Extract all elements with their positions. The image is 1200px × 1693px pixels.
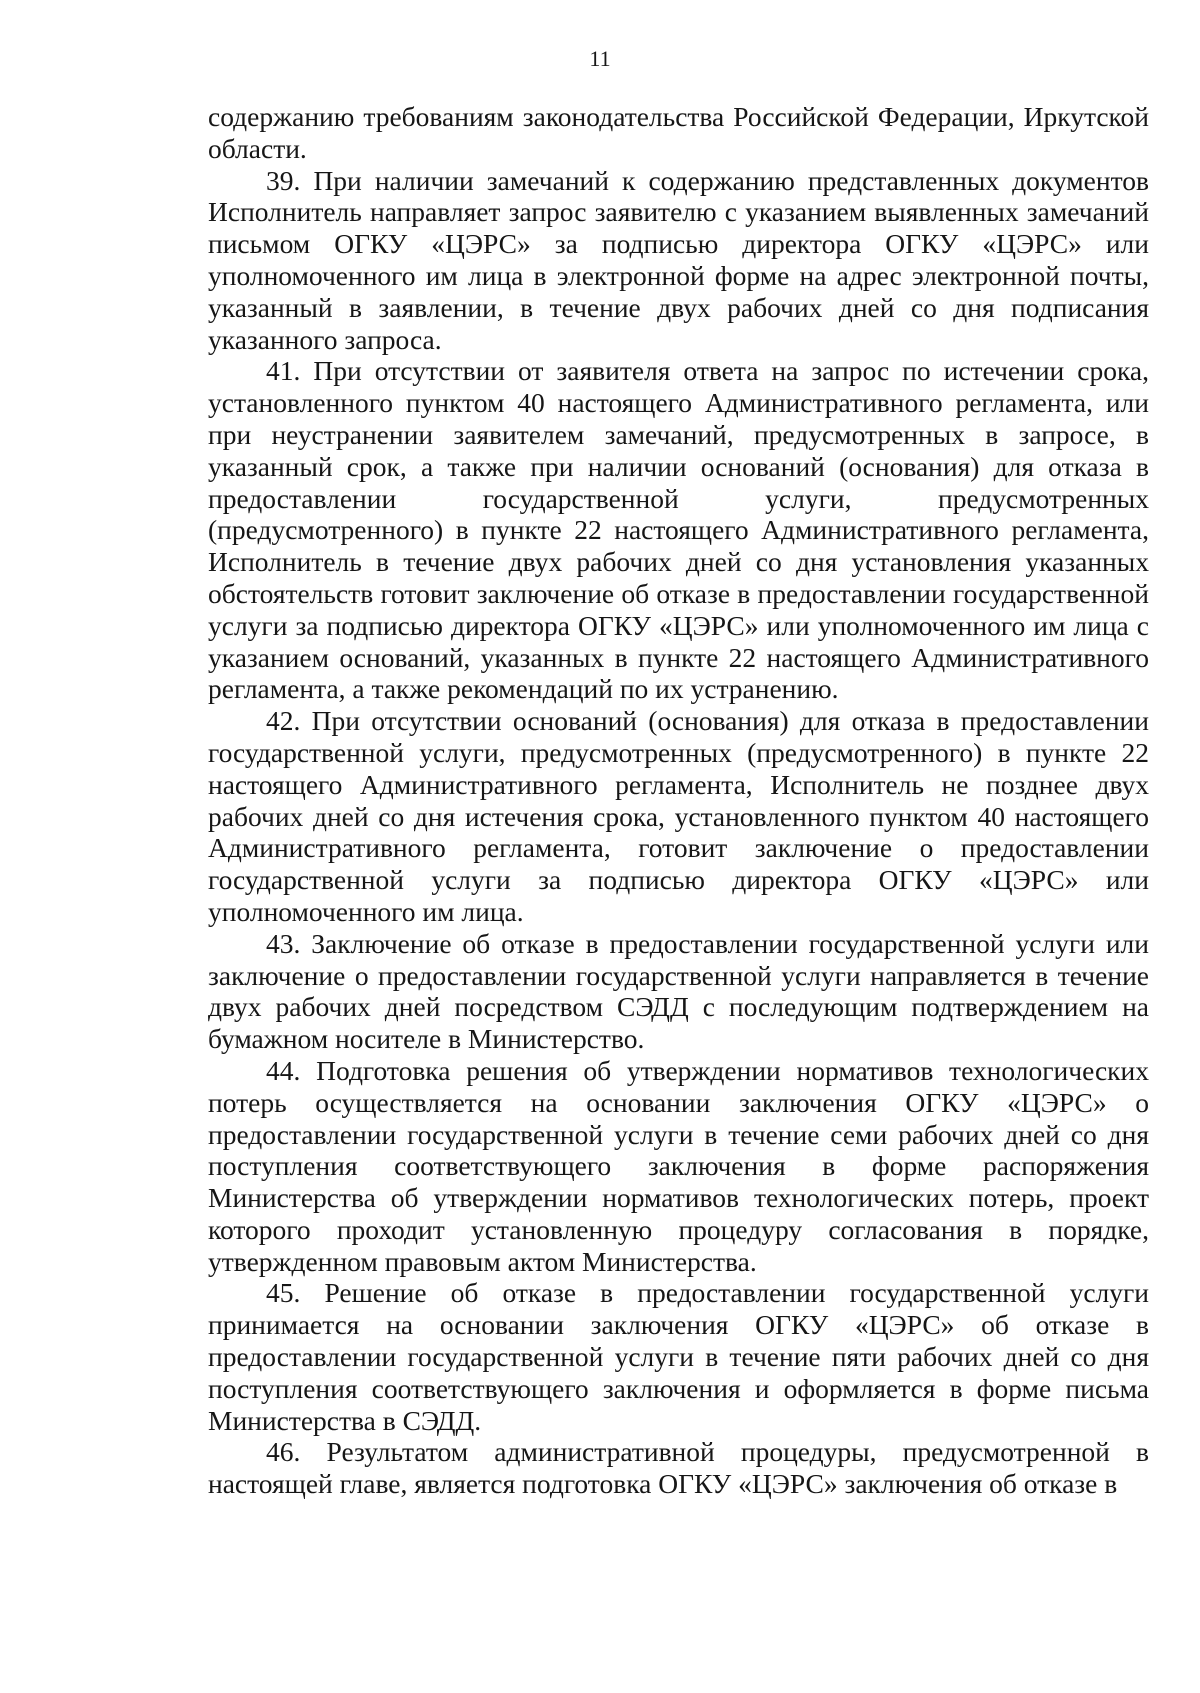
paragraph-42: 42. При отсутствии оснований (основания) для отказа в предоставлении государственной услуги, предусмотренных (предусмотренного) в пункте 22 настоящего Административного регламента, Исполнитель не позднее двух рабочих дней со дня истечения срока, установленного пунктом 40 настоящего Административного регламента, готовит заключение о предоставлении государственной услуги за подписью директора ОГКУ «ЦЭРС» или уполномоченного им лица.	[208, 705, 1149, 927]
document-body	[208, 101, 1149, 1500]
paragraph-43: 43. Заключение об отказе в предоставлении государственной услуги или заключение о предоставлении государственной услуги направляется в течение двух рабочих дней посредством СЭДД с последующим подтверждением на бумажном носителе в Министерство.	[208, 927, 1149, 1055]
paragraph-39: 39. При наличии замечаний к содержанию представленных документов Исполнитель направляет запрос заявителю с указанием выявленных замечаний письмом ОГКУ «ЦЭРС» за подписью директора ОГКУ «ЦЭРС» или уполномоченного им лица в электронной форме на адрес электронной почты, указанный в заявлении, в течение двух рабочих дней со дня подписания указанного запроса.	[208, 164, 1149, 355]
paragraph-45: 45. Решение об отказе в предоставлении государственной услуги принимается на основании заключения ОГКУ «ЦЭРС» об отказе в предоставлении государственной услуги в течение пяти рабочих дней со дня поступления соответствующего заключения и оформляется в форме письма Министерства в СЭДД.	[208, 1277, 1149, 1436]
paragraph-41: 41. При отсутствии от заявителя ответа на запрос по истечении срока, установленного пунктом 40 настоящего Административного регламента, или при неустранении заявителем замечаний, предусмотренных в запросе, в указанный срок, а также при наличии оснований (основания) для отказа в предоставлении государственной услуги, предусмотренных (предусмотренного) в пункте 22 настоящего Административного регламента, Исполнитель в течение двух рабочих дней со дня установления указанных обстоятельств готовит заключение об отказе в предоставлении государственной услуги за подписью директора ОГКУ «ЦЭРС» или уполномоченного им лица с указанием оснований, указанных в пункте 22 настоящего Административного регламента, а также рекомендаций по их устранению.	[208, 355, 1149, 705]
paragraph-continuation: содержанию требованиям законодательства Российской Федерации, Иркутской области.	[208, 101, 1149, 164]
page-number: 11	[589, 46, 611, 71]
paragraph-44: 44. Подготовка решения об утверждении нормативов технологических потерь осуществляется на основании заключения ОГКУ «ЦЭРС» о предоставлении государственной услуги в течение семи рабочих дней со дня поступления соответствующего заключения в форме распоряжения Министерства об утверждении нормативов технологических потерь, проект которого проходит установленную процедуру согласования в порядке, утвержденном правовым актом Министерства.	[208, 1054, 1149, 1277]
paragraph-46: 46. Результатом административной процедуры, предусмотренной в настоящей главе, является подготовка ОГКУ «ЦЭРС» заключения об отказе в	[208, 1436, 1149, 1500]
